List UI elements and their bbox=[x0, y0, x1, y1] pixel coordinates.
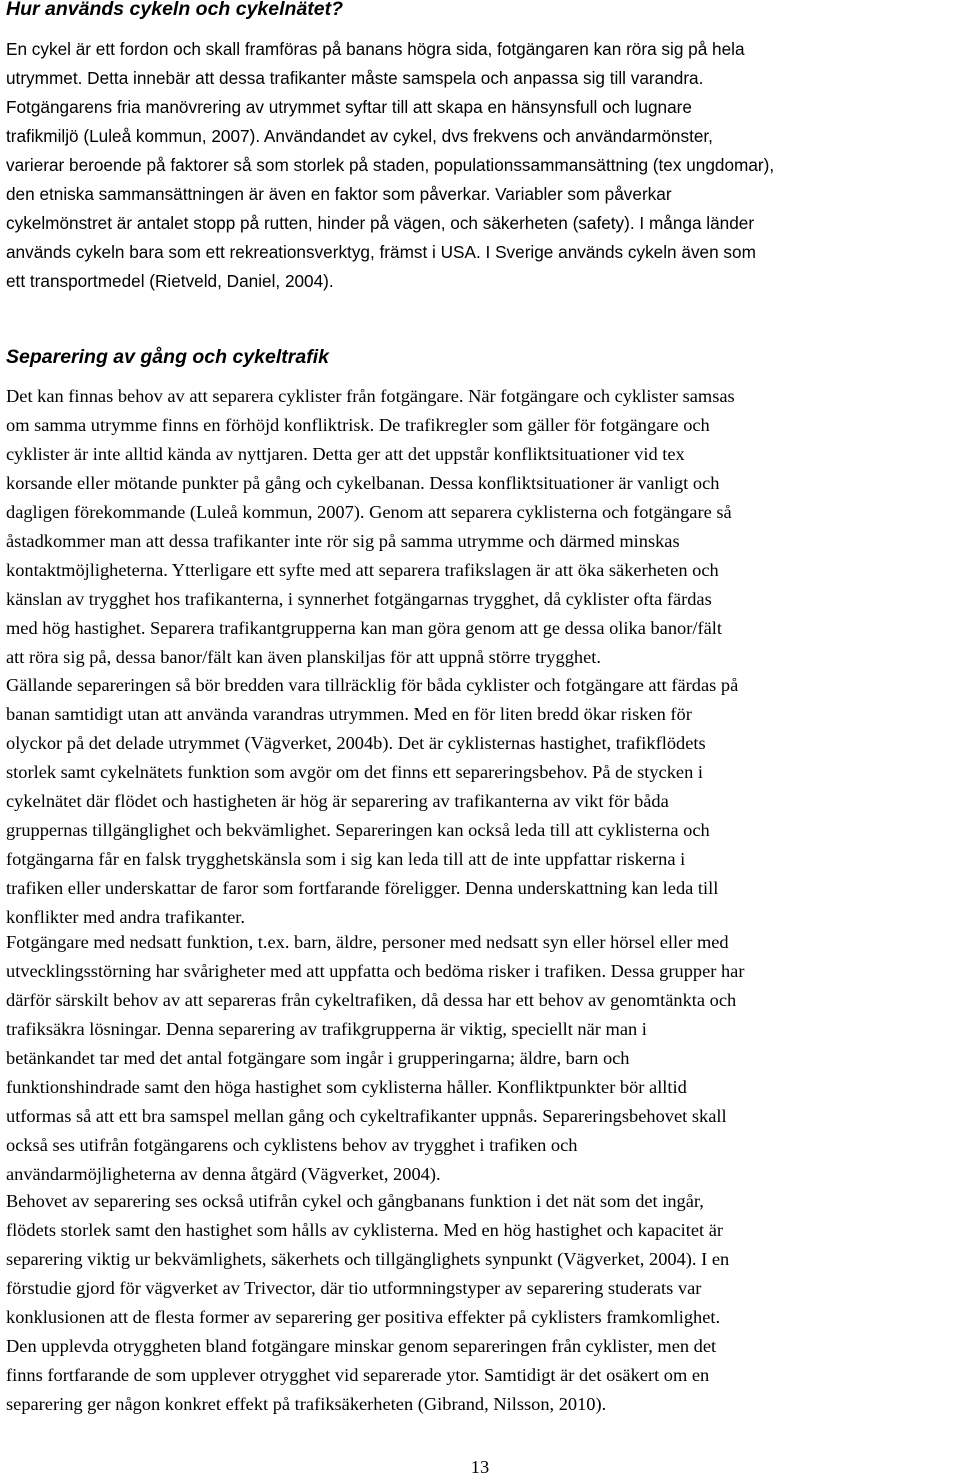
text-line: Gällande separeringen så bör bredden vara tillräcklig för båda cyklister och fotgängare att färdas på bbox=[6, 675, 739, 695]
section-heading-bicycle-use: Hur används cykeln och cykelnätet? bbox=[6, 0, 344, 20]
page-number: 13 bbox=[470, 1457, 490, 1477]
text-line: Fotgängare med nedsatt funktion, t.ex. barn, äldre, personer med nedsatt syn eller hörsel eller med bbox=[6, 932, 729, 952]
text-line: om samma utrymme finns en förhöjd konfliktrisk. De trafikregler som gäller för fotgängare och bbox=[6, 415, 710, 435]
text-line: Den upplevda otryggheten bland fotgängare minskar genom separeringen från cyklister, men det bbox=[6, 1336, 717, 1356]
text-line: användarmöjligheterna av denna åtgärd (Vägverket, 2004). bbox=[6, 1164, 441, 1184]
text-line: gruppernas tillgänglighet och bekvämlighet. Separeringen kan också leda till att cyklisterna och bbox=[6, 820, 710, 840]
text-line: banan samtidigt utan att använda varandras utrymmen. Med en för liten bredd ökar risken för bbox=[6, 704, 692, 724]
paragraph-bicycle-use bbox=[6, 35, 956, 296]
text-line: den etniska sammansättningen är även en faktor som påverkar. Variabler som påverkar bbox=[6, 184, 672, 204]
text-line: förstudie gjord för vägverket av Trivector, där tio utformningstyper av separering studerats var bbox=[6, 1278, 702, 1298]
text-line: utformas så att ett bra samspel mellan gång och cykeltrafikanter uppnås. Separeringsbehovet skall bbox=[6, 1106, 727, 1126]
text-line: flödets storlek samt den hastighet som hålls av cyklisterna. Med en hög hastighet och kapacitet är bbox=[6, 1220, 724, 1240]
text-line: cykelnätet där flödet och hastigheten är hög är separering av trafikanterna av vikt för båda bbox=[6, 791, 669, 811]
text-line: cyklister är inte alltid kända av nyttjaren. Detta ger att det uppstår konfliktsituationer vid tex bbox=[6, 444, 685, 464]
text-line: cykelmönstret är antalet stopp på rutten, hinder på vägen, och säkerheten (safety). I många länder bbox=[6, 213, 755, 233]
text-line: konflikter med andra trafikanter. bbox=[6, 907, 245, 927]
text-line: trafiksäkra lösningar. Denna separering av trafikgrupperna är viktig, speciellt när man i bbox=[6, 1019, 647, 1039]
text-line: ett transportmedel (Rietveld, Daniel, 2004). bbox=[6, 271, 334, 291]
paragraph-width-requirements bbox=[6, 671, 956, 932]
text-line: finns fortfarande de som upplever otrygghet vid separerade ytor. Samtidigt är det osäkert om en bbox=[6, 1365, 710, 1385]
text-line: En cykel är ett fordon och skall framföras på banans högra sida, fotgängaren kan röra sig på hela bbox=[6, 39, 745, 59]
text-line: Fotgängarens fria manövrering av utrymmet syftar till att skapa en hänsynsfull och lugnare bbox=[6, 97, 692, 117]
text-line: trafikmiljö (Luleå kommun, 2007). Användandet av cykel, dvs frekvens och användarmönster, bbox=[6, 126, 713, 146]
text-line: konklusionen att de flesta former av separering ger positiva effekter på cyklisters framkomlighet. bbox=[6, 1307, 721, 1327]
text-line: storlek samt cykelnätets funktion som avgör om det finns ett separeringsbehov. På de stycken i bbox=[6, 762, 703, 782]
text-line: används cykeln bara som ett rekreationsverktyg, främst i USA. I Sverige används cykeln även som bbox=[6, 242, 756, 262]
text-line: känslan av trygghet hos trafikanterna, i synnerhet fotgängarnas trygghet, då cyklister ofta färdas bbox=[6, 589, 712, 609]
text-line: korsande eller mötande punkter på gång och cykelbanan. Dessa konfliktsituationer är vanligt och bbox=[6, 473, 720, 493]
text-line: trafiken eller underskattar de faror som fortfarande föreligger. Denna underskattning kan leda till bbox=[6, 878, 719, 898]
section-heading-separation: Separering av gång och cykeltrafik bbox=[6, 346, 329, 368]
paragraph-separation-need bbox=[6, 382, 956, 672]
text-line: olyckor på det delade utrymmet (Vägverket, 2004b). Det är cyklisternas hastighet, trafikflödets bbox=[6, 733, 706, 753]
text-line: utvecklingsstörning har svårigheter med att uppfatta och bedöma risker i trafiken. Dessa grupper har bbox=[6, 961, 745, 981]
paragraph-vulnerable-pedestrians bbox=[6, 928, 956, 1189]
text-line: dagligen förekommande (Luleå kommun, 2007). Genom att separera cyklisterna och fotgängare så bbox=[6, 502, 732, 522]
text-line: därför särskilt behov av att separeras från cykeltrafiken, då dessa har ett behov av genomtänkta och bbox=[6, 990, 737, 1010]
text-line: funktionshindrade samt den höga hastighet som cyklisterna håller. Konfliktpunkter bör alltid bbox=[6, 1077, 687, 1097]
text-line: åstadkommer man att dessa trafikanter inte rör sig på samma utrymme och därmed minskas bbox=[6, 531, 680, 551]
text-line: att röra sig på, dessa banor/fält kan även planskiljas för att uppnå större trygghet. bbox=[6, 647, 601, 667]
text-line: varierar beroende på faktorer så som storlek på staden, populationssammansättning (tex ungdomar), bbox=[6, 155, 775, 175]
text-line: Det kan finnas behov av att separera cyklister från fotgängare. När fotgängare och cyklister samsas bbox=[6, 386, 735, 406]
text-line: fotgängarna får en falsk trygghetskänsla som i sig kan leda till att de inte uppfattar riskerna i bbox=[6, 849, 686, 869]
text-line: betänkandet tar med det antal fotgängare som ingår i grupperingarna; äldre, barn och bbox=[6, 1048, 630, 1068]
text-line: kontaktmöjligheterna. Ytterligare ett syfte med att separera trafikslagen är att öka säkerheten och bbox=[6, 560, 719, 580]
paragraph-separation-function bbox=[6, 1187, 956, 1419]
text-line: utrymmet. Detta innebär att dessa trafikanter måste samspela och anpassa sig till varandra. bbox=[6, 68, 704, 88]
text-line: också ses utifrån fotgängarens och cyklistens behov av trygghet i trafiken och bbox=[6, 1135, 578, 1155]
text-line: med hög hastighet. Separera trafikantgrupperna kan man göra genom att ge dessa olika banor/fält bbox=[6, 618, 722, 638]
text-line: separering ger någon konkret effekt på trafiksäkerheten (Gibrand, Nilsson, 2010). bbox=[6, 1394, 607, 1414]
text-line: separering viktig ur bekvämlighets, säkerhets och tillgänglighets synpunkt (Vägverket, 2004). I en bbox=[6, 1249, 730, 1269]
text-line: Behovet av separering ses också utifrån cykel och gångbanans funktion i det nät som det ingår, bbox=[6, 1191, 704, 1211]
